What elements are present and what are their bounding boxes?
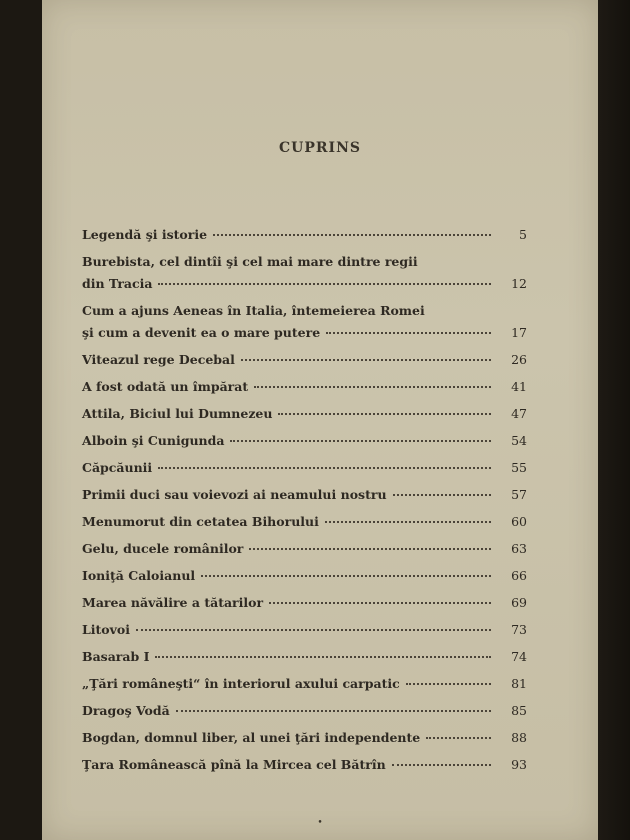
toc-page-number: 69 xyxy=(511,595,527,610)
toc-entry xyxy=(82,592,527,614)
toc-page-number: 85 xyxy=(511,703,527,718)
toc-entry-title: Attila, Biciul lui Dumnezeu xyxy=(82,406,273,421)
toc-entry-line xyxy=(82,511,527,533)
toc-entry-line xyxy=(82,251,527,273)
toc-entry-line xyxy=(82,430,527,452)
dot-leader xyxy=(230,440,491,442)
toc-entry-title: Gelu, ducele românilor xyxy=(82,541,244,556)
dot-leader xyxy=(406,683,491,685)
toc-entry-title: Căpcăunii xyxy=(82,460,153,475)
dot-leader xyxy=(136,629,491,631)
page-title: CUPRINS xyxy=(279,140,361,156)
toc-entry xyxy=(82,565,527,587)
toc-page-number: 17 xyxy=(511,325,527,340)
dot-leader xyxy=(249,548,491,550)
toc-page-number: 63 xyxy=(511,541,527,556)
toc-entry xyxy=(82,511,527,533)
toc-page-number: 54 xyxy=(511,433,527,448)
toc-entry-title: Ioniţă Caloianul xyxy=(82,568,196,583)
dot-leader xyxy=(269,602,491,604)
toc-entry xyxy=(82,538,527,560)
toc-entry-line xyxy=(82,273,527,295)
page-folio-mark: • xyxy=(317,818,323,828)
toc-entry-line xyxy=(82,484,527,506)
toc-entry-title: din Tracia xyxy=(82,276,153,291)
toc-entry xyxy=(82,403,527,425)
toc-entry-line xyxy=(82,300,527,322)
toc-entry-line xyxy=(82,349,527,371)
toc-entry-line xyxy=(82,376,527,398)
toc-page-number: 73 xyxy=(511,622,527,637)
toc-entry-title: „Ţări româneşti“ în interiorul axului carpatic xyxy=(82,676,400,691)
toc-entry-title: Marea năvălire a tătarilor xyxy=(82,595,264,610)
dot-leader xyxy=(158,283,491,285)
toc-entry-title: Cum a ajuns Aeneas în Italia, întemeierea Romei xyxy=(82,303,425,318)
toc-entry-line xyxy=(82,565,527,587)
toc-entry-line xyxy=(82,727,527,749)
toc-entry xyxy=(82,754,527,776)
toc-entry-title: Dragoş Vodă xyxy=(82,703,170,718)
toc-entry xyxy=(82,349,527,371)
dot-leader xyxy=(325,521,491,523)
toc-page-number: 47 xyxy=(511,406,527,421)
table-of-contents xyxy=(82,224,527,781)
toc-page-number: 88 xyxy=(511,730,527,745)
toc-page-number: 60 xyxy=(511,514,527,529)
toc-entry-line xyxy=(82,754,527,776)
toc-entry-title: Legendă şi istorie xyxy=(82,227,208,242)
toc-page-number: 66 xyxy=(511,568,527,583)
toc-entry-line xyxy=(82,538,527,560)
toc-page-number: 57 xyxy=(511,487,527,502)
book-spine-shadow xyxy=(598,0,630,840)
toc-page-number: 81 xyxy=(511,676,527,691)
toc-entry xyxy=(82,224,527,246)
toc-page-number: 26 xyxy=(511,352,527,367)
toc-entry-title: şi cum a devenit ea o mare putere xyxy=(82,325,321,340)
toc-entry-title: Ţara Românească pînă la Mircea cel Bătrîn xyxy=(82,757,386,772)
dot-leader xyxy=(393,494,491,496)
dot-leader xyxy=(213,234,491,236)
toc-entry-title: Basarab I xyxy=(82,649,150,664)
toc-entry xyxy=(82,700,527,722)
toc-entry-title: A fost odată un împărat xyxy=(82,379,249,394)
toc-entry-line xyxy=(82,673,527,695)
toc-entry xyxy=(82,673,527,695)
dot-leader xyxy=(326,332,491,334)
toc-entry-title: Primii duci sau voievozi ai neamului nostru xyxy=(82,487,387,502)
toc-entry-line xyxy=(82,646,527,668)
dot-leader xyxy=(241,359,491,361)
dot-leader xyxy=(392,764,491,766)
toc-page-number: 93 xyxy=(511,757,527,772)
toc-page-number: 41 xyxy=(511,379,527,394)
toc-page-number: 5 xyxy=(519,227,527,242)
dot-leader xyxy=(201,575,491,577)
toc-page-number: 12 xyxy=(511,276,527,291)
toc-entry xyxy=(82,646,527,668)
toc-entry-title: Viteazul rege Decebal xyxy=(82,352,235,367)
dot-leader xyxy=(158,467,491,469)
toc-entry xyxy=(82,619,527,641)
toc-entry xyxy=(82,484,527,506)
toc-page-number: 55 xyxy=(511,460,527,475)
toc-entry-line xyxy=(82,700,527,722)
book-page xyxy=(42,0,598,840)
toc-entry-line xyxy=(82,619,527,641)
dot-leader xyxy=(176,710,491,712)
dot-leader xyxy=(254,386,491,388)
toc-entry xyxy=(82,457,527,479)
toc-entry xyxy=(82,300,527,344)
dot-leader xyxy=(155,656,491,658)
toc-page-number: 74 xyxy=(511,649,527,664)
toc-entry-line xyxy=(82,224,527,246)
toc-entry-title: Burebista, cel dintîi şi cel mai mare dintre regii xyxy=(82,254,418,269)
toc-entry-title: Menumorut din cetatea Bihorului xyxy=(82,514,319,529)
toc-entry-title: Alboin şi Cunigunda xyxy=(82,433,225,448)
dot-leader xyxy=(426,737,491,739)
dot-leader xyxy=(278,413,491,415)
toc-entry xyxy=(82,376,527,398)
toc-entry xyxy=(82,430,527,452)
toc-entry xyxy=(82,727,527,749)
toc-entry-title: Bogdan, domnul liber, al unei ţări independente xyxy=(82,730,421,745)
toc-entry-line xyxy=(82,592,527,614)
toc-entry-line xyxy=(82,322,527,344)
toc-entry xyxy=(82,251,527,295)
toc-entry-line xyxy=(82,403,527,425)
toc-entry-title: Litovoi xyxy=(82,622,130,637)
toc-entry-line xyxy=(82,457,527,479)
